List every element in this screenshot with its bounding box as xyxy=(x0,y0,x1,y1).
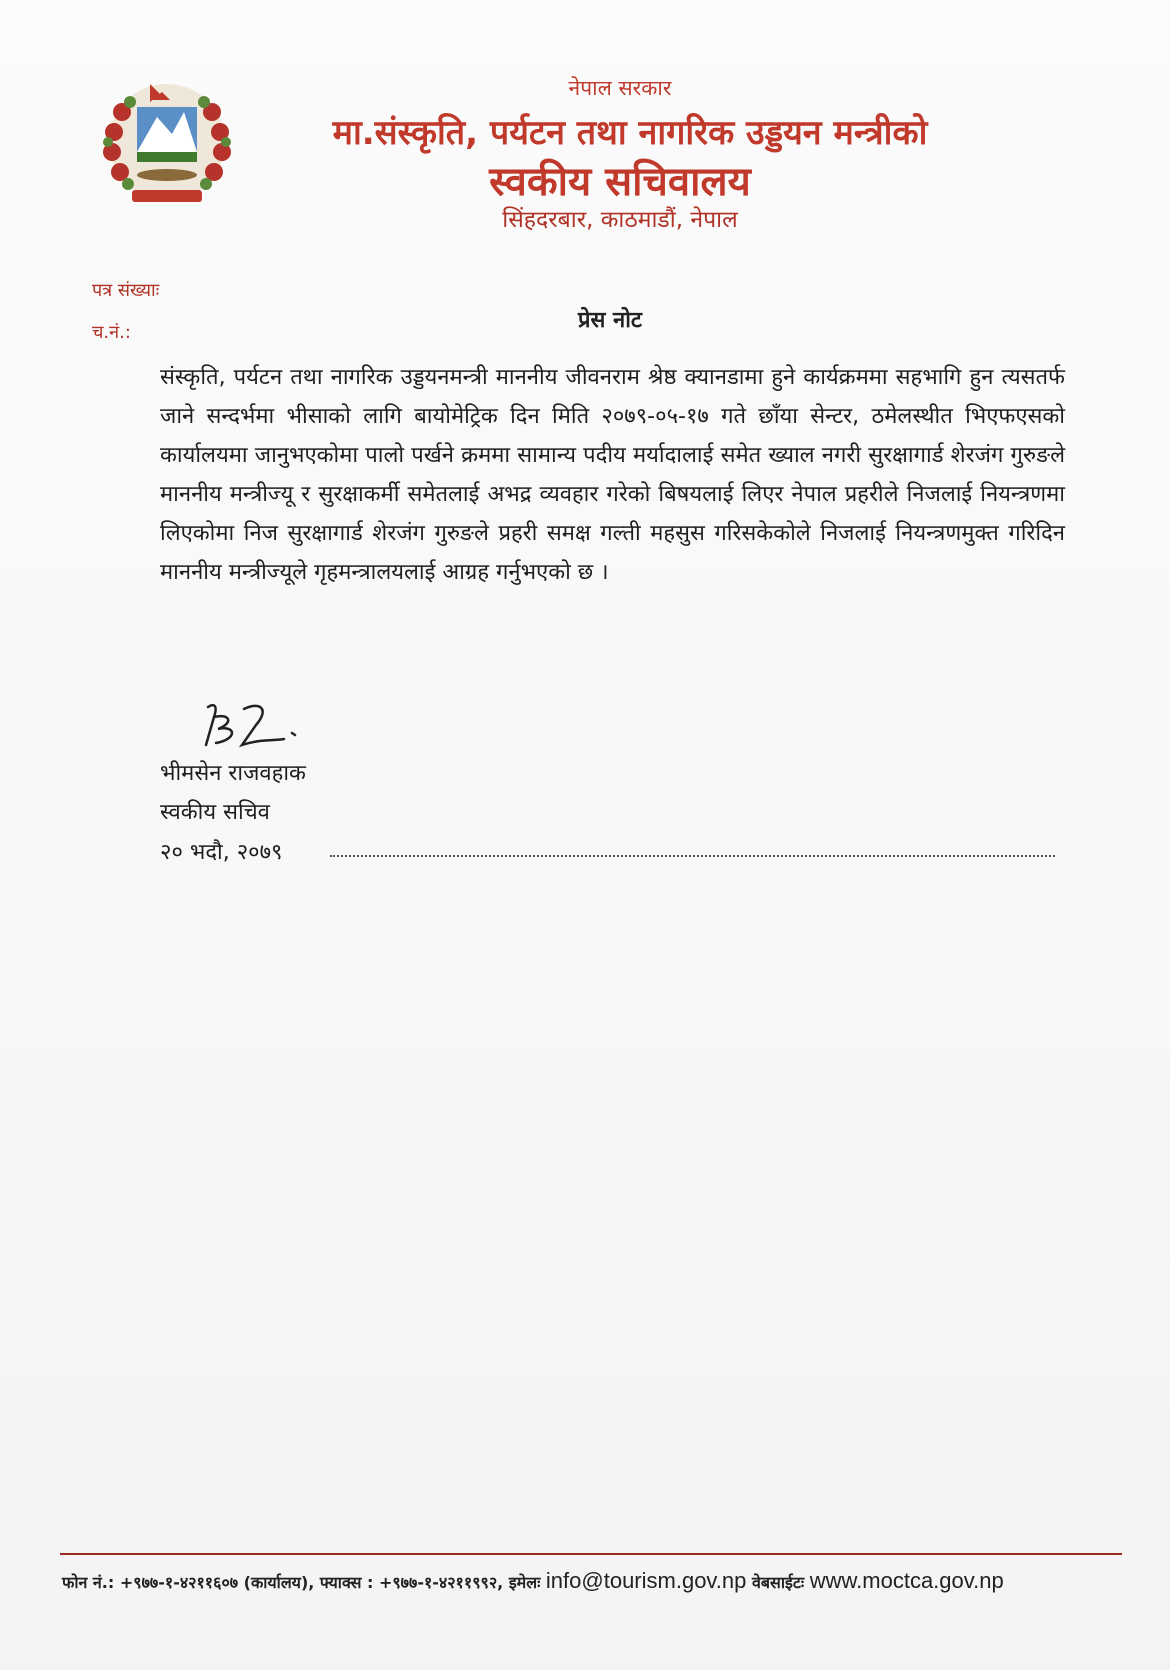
letter-date: २० भदौ, २०७९ xyxy=(160,840,283,865)
ministry-name: मा.संस्कृति, पर्यटन तथा नागरिक उड्डयन मन्त्रीको xyxy=(332,113,928,153)
dotted-line xyxy=(330,855,1055,857)
government-name: नेपाल सरकार xyxy=(568,76,672,100)
letter-number-label: पत्र संख्याः xyxy=(92,280,160,301)
phone-label: फोन नं.: xyxy=(62,1573,115,1592)
dispatch-number-label: च.नं.: xyxy=(92,322,131,343)
footer-rule xyxy=(60,1553,1122,1555)
document-title: प्रेस नोट xyxy=(577,308,643,333)
website-label: वेबसाईटः xyxy=(751,1573,805,1592)
office-address: सिंहदरबार, काठमाडौं, नेपाल xyxy=(502,207,738,233)
nepal-emblem-icon xyxy=(92,72,242,212)
press-note-body: संस्कृति, पर्यटन तथा नागरिक उड्डयनमन्त्री माननीय जीवनराम श्रेष्ठ क्यानडामा हुने कार्यक्रममा सहभागि हुन त्यसतर्फ जाने सन्दर्भमा भीसाको लागि बायोमेट्रिक दिन मिति २०७९-०५-१७ गते छाँया सेन्टर, ठमेलस्थीत भिएफएसको कार्यालयमा जानुभएकोमा पालो पर्खने क्रममा सामान्य पदीय मर्यादालाई समेत ख्याल नगरी सुरक्षागार्ड शेरजंग गुरुङले माननीय मन्त्रीज्यू र सुरक्षाकर्मी समेतलाई अभद्र व्यवहार गरेको बिषयलाई लिएर नेपाल प्रहरीले निजलाई नियन्त्रणमा लिएकोमा निज सुरक्षागार्ड शेरजंग गुरुङले प्रहरी समक्ष गल्ती महसुस गरिसकेकोले निजलाई नियन्त्रणमुक्त गरिदिन माननीय मन्त्रीज्यूले गृहमन्त्रालयलाई आग्रह गर्नुभएको छ । xyxy=(160,365,1065,585)
email-address[interactable]: info@tourism.gov.np xyxy=(545,1568,747,1593)
signatory-designation: स्वकीय सचिव xyxy=(160,800,270,825)
signatory-name: भीमसेन राजवहाक xyxy=(160,761,306,786)
fax-label: फ्याक्स : xyxy=(319,1573,374,1592)
email-label: इमेलः xyxy=(508,1573,541,1592)
office-name: स्वकीय सचिवालय xyxy=(489,159,751,205)
handwritten-signature xyxy=(200,695,310,755)
footer-contact xyxy=(62,1568,1122,1594)
phone-number: +९७७-१-४२११६०७ (कार्यालय), xyxy=(119,1573,315,1592)
website-link[interactable]: www.moctca.gov.np xyxy=(809,1568,1004,1593)
fax-number: +९७७-१-४२११९९२, xyxy=(378,1573,504,1592)
